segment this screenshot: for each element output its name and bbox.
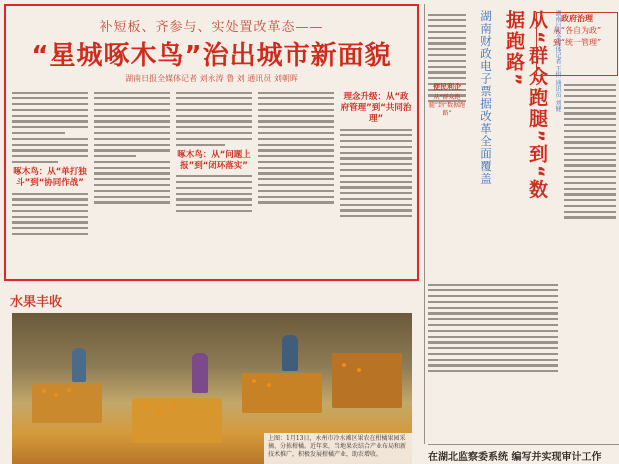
gov-box-line2: 到“统一管理” bbox=[552, 38, 602, 47]
right-text-column-3 bbox=[428, 280, 558, 440]
right-subhead-1: 便民利企 bbox=[433, 83, 461, 91]
worker-figure bbox=[282, 335, 298, 371]
gov-box-head: 政府治理 bbox=[561, 14, 593, 23]
right-kicker: 湖南财政电子票据改革全面覆盖 bbox=[479, 10, 493, 185]
text-column-1 bbox=[12, 88, 88, 273]
photo-caption: 上图：1月13日，永州市冷水滩区果农在柑橘果园采摘、分拣柑橘。近年来，当地果农结合产业布局和新技术推广，积极发展柑橘产业，助农增收。 bbox=[264, 433, 412, 464]
right-text-column-1 bbox=[428, 10, 466, 270]
main-article-frame[interactable] bbox=[4, 4, 419, 281]
right-headline[interactable]: 从“群众跑腿”到“数据跑路” bbox=[503, 10, 548, 201]
text-column-3 bbox=[176, 88, 252, 273]
section-divider bbox=[428, 444, 619, 445]
article-headline[interactable]: “星城啄木鸟”治出城市新面貌 bbox=[31, 41, 392, 71]
right-subhead-2: 从“群众跑腿”到“数据跑路” bbox=[428, 94, 466, 117]
worker-figure bbox=[192, 353, 208, 393]
worker-figure bbox=[72, 348, 86, 382]
right-subhead-block bbox=[428, 78, 466, 118]
subhead-3: 理念升级：从“政府管理”到“共同治理” bbox=[340, 92, 412, 124]
text-column-5 bbox=[340, 88, 412, 273]
text-column-2 bbox=[94, 88, 170, 273]
subhead-1: 啄木鸟：从“单打独斗”到“协同作战” bbox=[13, 167, 87, 189]
text-column-4 bbox=[258, 88, 334, 273]
bottom-teaser[interactable]: 在湖北监察委系统 编写并实现审计工作 bbox=[428, 452, 602, 463]
article-byline: 湖南日报全媒体记者 刘永涛 鲁 刘 通讯员 刘朝晖 bbox=[125, 74, 298, 83]
orange-crate bbox=[332, 353, 402, 408]
subhead-2: 啄木鸟：从“问题上报”到“闭环落实” bbox=[177, 149, 251, 171]
column-divider bbox=[424, 4, 425, 444]
right-byline: 湖南日报全媒体记者 王恒 通讯员 刘健 bbox=[554, 10, 561, 112]
harvest-photo[interactable] bbox=[12, 313, 412, 464]
photo-title[interactable]: 水果丰收 bbox=[10, 295, 63, 310]
photo-feature bbox=[4, 283, 419, 464]
gov-box-line1: 从“各自为政” bbox=[552, 26, 602, 35]
article-kicker: 补短板、齐参与、实处置改革态—— bbox=[99, 20, 324, 35]
right-text-column-2 bbox=[564, 80, 616, 440]
gov-sidebar-box bbox=[536, 12, 618, 76]
